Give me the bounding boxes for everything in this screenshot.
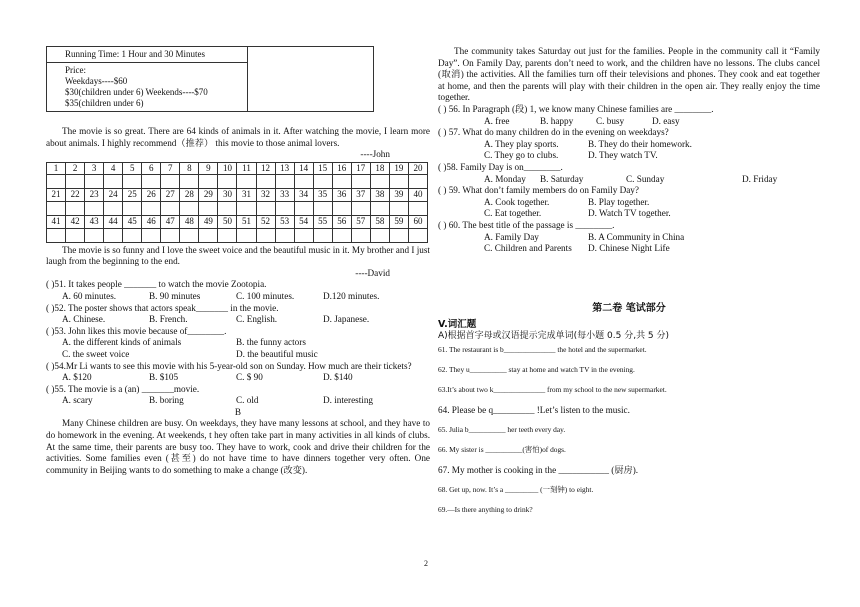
vocab-section-title: V.词汇题	[438, 319, 477, 331]
q53-option-c: C. the sweet voice	[62, 348, 130, 359]
grid-number-cell: 9	[199, 162, 218, 175]
grid-answer-cell[interactable]	[313, 175, 332, 189]
grid-answer-cell[interactable]	[180, 175, 199, 189]
grid-number-row	[47, 162, 428, 175]
grid-answer-cell[interactable]	[180, 201, 199, 215]
grid-answer-cell[interactable]	[66, 228, 85, 242]
grid-answer-cell[interactable]	[294, 175, 313, 189]
grid-number-cell: 31	[237, 189, 256, 202]
grid-answer-cell[interactable]	[199, 201, 218, 215]
vocab-68: 68. Get up, now. It’s a _________ (一刻钟) to eight.	[438, 485, 594, 495]
vocab-instructions: A)根据首字母或汉语提示完成单词(每小题 0.5 分,共 5 分)	[438, 330, 670, 341]
grid-number-cell: 52	[256, 215, 275, 228]
q53-option-d: D. the beautiful music	[236, 348, 318, 359]
vocab-61: 61. The restaurant is b______________ the hotel and the supermarket.	[438, 345, 647, 355]
question-57: ( ) 57. What do many children do in the evening on weekdays?	[438, 127, 669, 138]
grid-answer-cell[interactable]	[351, 228, 370, 242]
grid-answer-cell[interactable]	[123, 228, 142, 242]
grid-answer-cell[interactable]	[161, 228, 180, 242]
q52-option-d: D. Japanese.	[323, 314, 370, 325]
q60-option-d: D. Chinese Night Life	[588, 243, 670, 254]
right-column	[438, 46, 820, 524]
david-signature: ----David	[355, 267, 390, 278]
q55-option-a: A. scary	[62, 395, 93, 406]
grid-answer-cell[interactable]	[161, 201, 180, 215]
q52-option-b: B. French.	[149, 314, 188, 325]
vocab-62: 62. They u__________ stay at home and watch TV in the evening.	[438, 365, 635, 375]
grid-number-cell: 34	[294, 189, 313, 202]
q60-option-b: B. A Community in China	[588, 231, 685, 242]
grid-answer-cell[interactable]	[104, 201, 123, 215]
grid-answer-cell[interactable]	[313, 228, 332, 242]
grid-number-cell: 8	[180, 162, 199, 175]
q59-option-d: D. Watch TV together.	[588, 208, 671, 219]
vocab-65: 65. Julia b__________ her teeth every day.	[438, 425, 566, 435]
question-54: ( )54.Mr Li wants to see this movie with his 5-year-old son on Sunday. How much are their tickets?	[46, 360, 412, 371]
grid-answer-cell[interactable]	[237, 175, 256, 189]
q51-option-c: C. 100 minutes.	[236, 290, 295, 301]
q53-option-b: B. the funny actors	[236, 337, 306, 348]
grid-answer-cell[interactable]	[275, 175, 294, 189]
grid-answer-cell[interactable]	[408, 228, 427, 242]
grid-number-cell: 10	[218, 162, 237, 175]
grid-number-cell: 57	[351, 215, 370, 228]
q60-option-a: A. Family Day	[484, 231, 539, 242]
grid-answer-cell[interactable]	[256, 228, 275, 242]
grid-number-cell: 18	[370, 162, 389, 175]
grid-answer-cell[interactable]	[180, 228, 199, 242]
part-two-title: 第二卷 笔试部分	[592, 302, 666, 314]
grid-number-cell: 22	[66, 189, 85, 202]
question-53: ( )53. John likes this movie because of________.	[46, 325, 227, 336]
q54-options	[46, 372, 430, 384]
grid-number-cell: 49	[199, 215, 218, 228]
grid-number-cell: 7	[161, 162, 180, 175]
grid-answer-cell[interactable]	[66, 175, 85, 189]
grid-answer-cell[interactable]	[237, 201, 256, 215]
q60-options-ab	[438, 232, 820, 244]
q58-option-a: A. Monday	[484, 173, 526, 184]
grid-number-cell: 60	[408, 215, 427, 228]
grid-number-cell: 46	[142, 215, 161, 228]
grid-number-cell: 32	[256, 189, 275, 202]
grid-number-cell: 58	[370, 215, 389, 228]
q56-option-b: B. happy	[540, 115, 574, 126]
grid-answer-cell[interactable]	[142, 201, 161, 215]
q57-option-c: C. They go to clubs.	[484, 150, 559, 161]
question-58: ( )58. Family Day is on________.	[438, 161, 563, 172]
grid-answer-cell[interactable]	[218, 175, 237, 189]
q58-option-b: B. Saturday	[540, 173, 584, 184]
grid-number-cell: 14	[294, 162, 313, 175]
grid-answer-cell[interactable]	[218, 201, 237, 215]
running-time: Running Time: 1 Hour and 30 Minutes	[47, 47, 248, 63]
grid-number-cell: 30	[218, 189, 237, 202]
left-column	[46, 46, 430, 476]
grid-number-cell: 38	[370, 189, 389, 202]
q51-option-a: A. 60 minutes.	[62, 290, 117, 301]
q53-options-ab	[46, 337, 430, 349]
grid-answer-cell[interactable]	[408, 175, 427, 189]
grid-number-cell: 19	[389, 162, 408, 175]
grid-answer-cell[interactable]	[85, 175, 104, 189]
grid-number-cell: 12	[256, 162, 275, 175]
grid-number-cell: 55	[313, 215, 332, 228]
question-52: ( )52. The poster shows that actors speak_______ in the movie.	[46, 302, 279, 313]
grid-answer-cell[interactable]	[332, 201, 351, 215]
grid-answer-cell[interactable]	[66, 201, 85, 215]
question-51: ( )51. It takes people _______ to watch the movie Zootopia.	[46, 279, 267, 290]
vocab-67: 67. My mother is cooking in the ___________ (厨房).	[438, 465, 639, 476]
page-number: 2	[424, 559, 428, 568]
vocab-64: 64. Please be q_________ !Let’s listen to the music.	[438, 405, 630, 416]
q53-options-cd	[46, 349, 430, 361]
q57-option-d: D. They watch TV.	[588, 150, 658, 161]
q59-option-a: A. Cook together.	[484, 196, 550, 207]
grid-answer-cell[interactable]	[161, 175, 180, 189]
q58-option-c: C. Sunday	[626, 173, 665, 184]
passage-b-continued: The community takes Saturday out just for the families. People in the community call it “Family Day”. On Family Day, parents don’t need to work, and the children have no lessons. The clubs cancel (取消) the activities. All the families turn off their televisions and phones. They cook and eat together at home, and then the parents will play with their children in the open air. They really enjoy the time together.	[438, 46, 820, 103]
grid-number-cell: 33	[275, 189, 294, 202]
grid-answer-cell[interactable]	[332, 228, 351, 242]
q51-options	[46, 291, 430, 303]
q56-option-a: A. free	[484, 115, 510, 126]
grid-number-cell: 54	[294, 215, 313, 228]
question-60: ( ) 60. The best title of the passage is ________.	[438, 219, 615, 230]
q54-option-d: D. $140	[323, 372, 353, 383]
q59-options-ab	[438, 197, 820, 209]
grid-number-cell: 25	[123, 189, 142, 202]
grid-number-cell: 59	[389, 215, 408, 228]
grid-answer-cell[interactable]	[294, 201, 313, 215]
grid-answer-row	[47, 175, 428, 189]
grid-answer-cell[interactable]	[275, 228, 294, 242]
grid-answer-cell[interactable]	[351, 175, 370, 189]
grid-number-cell: 36	[332, 189, 351, 202]
grid-answer-cell[interactable]	[47, 228, 66, 242]
david-review: The movie is so funny and I love the sweet voice and the beautiful music in it. My brother and I just laugh from the beginning to the end.	[46, 244, 430, 267]
grid-answer-cell[interactable]	[218, 228, 237, 242]
grid-number-cell: 15	[313, 162, 332, 175]
q55-option-b: B. boring	[149, 395, 184, 406]
grid-answer-cell[interactable]	[85, 228, 104, 242]
q57-option-a: A. They play sports.	[484, 138, 559, 149]
grid-number-cell: 45	[123, 215, 142, 228]
grid-number-cell: 1	[47, 162, 66, 175]
price-cell	[47, 63, 248, 112]
grid-number-cell: 53	[275, 215, 294, 228]
grid-answer-cell[interactable]	[256, 201, 275, 215]
grid-number-cell: 50	[218, 215, 237, 228]
grid-answer-cell[interactable]	[47, 175, 66, 189]
grid-number-cell: 20	[408, 162, 427, 175]
q60-options-cd	[438, 243, 820, 255]
grid-number-cell: 41	[47, 215, 66, 228]
grid-answer-cell[interactable]	[370, 175, 389, 189]
price-label: Price:	[65, 65, 86, 75]
q55-options	[46, 395, 430, 407]
q56-option-c: C. busy	[596, 115, 625, 126]
q53-option-a: A. the different kinds of animals	[62, 337, 182, 348]
grid-number-cell: 21	[47, 189, 66, 202]
grid-answer-cell[interactable]	[199, 175, 218, 189]
price-line-2: $30(children under 6) Weekends----$70	[65, 87, 208, 97]
grid-answer-cell[interactable]	[389, 175, 408, 189]
grid-number-cell: 23	[85, 189, 104, 202]
grid-number-cell: 26	[142, 189, 161, 202]
poster-blank-cell	[248, 47, 374, 112]
grid-number-cell: 6	[142, 162, 161, 175]
grid-number-cell: 4	[104, 162, 123, 175]
grid-answer-cell[interactable]	[123, 175, 142, 189]
q52-options	[46, 314, 430, 326]
vocab-66: 66. My sister is __________(害怕)of dogs.	[438, 445, 566, 455]
q57-options-ab	[438, 139, 820, 151]
q56-option-d: D. easy	[652, 115, 680, 126]
q51-option-d: D.120 minutes.	[323, 290, 380, 301]
grid-number-cell: 44	[104, 215, 123, 228]
q52-option-c: C. English.	[236, 314, 278, 325]
grid-number-cell: 56	[332, 215, 351, 228]
grid-number-cell: 17	[351, 162, 370, 175]
vocab-63: 63.It’s about two k______________ from my school to the new supermarket.	[438, 385, 667, 395]
grid-number-cell: 43	[85, 215, 104, 228]
grid-answer-cell[interactable]	[294, 228, 313, 242]
question-55: ( )55. The movie is a (an) _______movie.	[46, 383, 200, 394]
grid-answer-cell[interactable]	[370, 228, 389, 242]
grid-number-cell: 24	[104, 189, 123, 202]
grid-number-cell: 2	[66, 162, 85, 175]
q55-option-c: C. old	[236, 395, 259, 406]
grid-number-row	[47, 189, 428, 202]
grid-number-cell: 5	[123, 162, 142, 175]
vocab-69: 69.—Is there anything to drink?	[438, 505, 533, 515]
grid-number-cell: 13	[275, 162, 294, 175]
grid-answer-cell[interactable]	[370, 201, 389, 215]
grid-answer-cell[interactable]	[199, 228, 218, 242]
price-line-3: $35(children under 6)	[65, 98, 144, 108]
grid-number-cell: 40	[408, 189, 427, 202]
grid-number-cell: 48	[180, 215, 199, 228]
q59-option-b: B. Play together.	[588, 196, 650, 207]
question-56: ( ) 56. In Paragraph (段) 1, we know many Chinese families are ________.	[438, 103, 714, 114]
grid-answer-cell[interactable]	[275, 201, 294, 215]
grid-answer-cell[interactable]	[351, 201, 370, 215]
grid-answer-cell[interactable]	[256, 175, 275, 189]
grid-number-cell: 27	[161, 189, 180, 202]
grid-number-cell: 11	[237, 162, 256, 175]
john-signature: ----John	[360, 149, 390, 160]
q59-option-c: C. Eat together.	[484, 208, 542, 219]
price-line-1: Weekdays----$60	[65, 76, 128, 86]
grid-number-cell: 47	[161, 215, 180, 228]
grid-answer-cell[interactable]	[47, 201, 66, 215]
grid-number-cell: 3	[85, 162, 104, 175]
grid-answer-cell[interactable]	[104, 228, 123, 242]
passage-b-label: B	[234, 406, 242, 417]
q60-option-c: C. Children and Parents	[484, 243, 572, 254]
grid-number-cell: 35	[313, 189, 332, 202]
q52-option-a: A. Chinese.	[62, 314, 106, 325]
grid-number-cell: 16	[332, 162, 351, 175]
grid-answer-cell[interactable]	[123, 201, 142, 215]
q54-option-b: B. $105	[149, 372, 179, 383]
q57-option-b: B. They do their homework.	[588, 138, 692, 149]
grid-number-cell: 28	[180, 189, 199, 202]
question-59: ( ) 59. What don’t family members do on Family Day?	[438, 185, 639, 196]
q58-option-d: D. Friday	[742, 173, 778, 184]
grid-answer-cell[interactable]	[142, 175, 161, 189]
grid-number-cell: 39	[389, 189, 408, 202]
grid-answer-cell[interactable]	[389, 228, 408, 242]
grid-number-cell: 42	[66, 215, 85, 228]
grid-answer-cell[interactable]	[332, 175, 351, 189]
john-review: The movie is so great. There are 64 kinds of animals in it. After watching the movie, I learn more about animals. I highly recommend（推荐） this movie to those animal lovers.	[46, 126, 430, 148]
passage-b-text: Many Chinese children are busy. On weekdays, they have many lessons at school, and they have to do homework in the evening. At weekends, t hey often take part in many activities in all kinds of clubs. At the same time, their parents are busy too. They have to work, cook and drive their children for the activities. Some families even (甚至) do not have time to have dinners together very often. One community in Beijing wants to do something to make a change (改变).	[46, 418, 430, 475]
grid-answer-cell[interactable]	[313, 201, 332, 215]
q57-options-cd	[438, 150, 820, 162]
movie-info-table	[46, 46, 374, 112]
grid-answer-cell[interactable]	[104, 175, 123, 189]
number-grid	[46, 162, 428, 243]
q51-option-b: B. 90 minutes	[149, 290, 201, 301]
grid-answer-cell[interactable]	[408, 201, 427, 215]
q55-option-d: D. interesting	[323, 395, 374, 406]
grid-number-cell: 51	[237, 215, 256, 228]
grid-answer-cell[interactable]	[237, 228, 256, 242]
grid-number-cell: 37	[351, 189, 370, 202]
q59-options-cd	[438, 208, 820, 220]
grid-number-cell: 29	[199, 189, 218, 202]
grid-answer-cell[interactable]	[85, 201, 104, 215]
q56-options	[438, 116, 820, 128]
grid-number-row	[47, 215, 428, 228]
q54-option-c: C. $ 90	[236, 372, 263, 383]
grid-answer-cell[interactable]	[142, 228, 161, 242]
q54-option-a: A. $120	[62, 372, 92, 383]
grid-answer-cell[interactable]	[389, 201, 408, 215]
q58-options	[438, 174, 820, 186]
grid-answer-row	[47, 201, 428, 215]
grid-answer-row	[47, 228, 428, 242]
